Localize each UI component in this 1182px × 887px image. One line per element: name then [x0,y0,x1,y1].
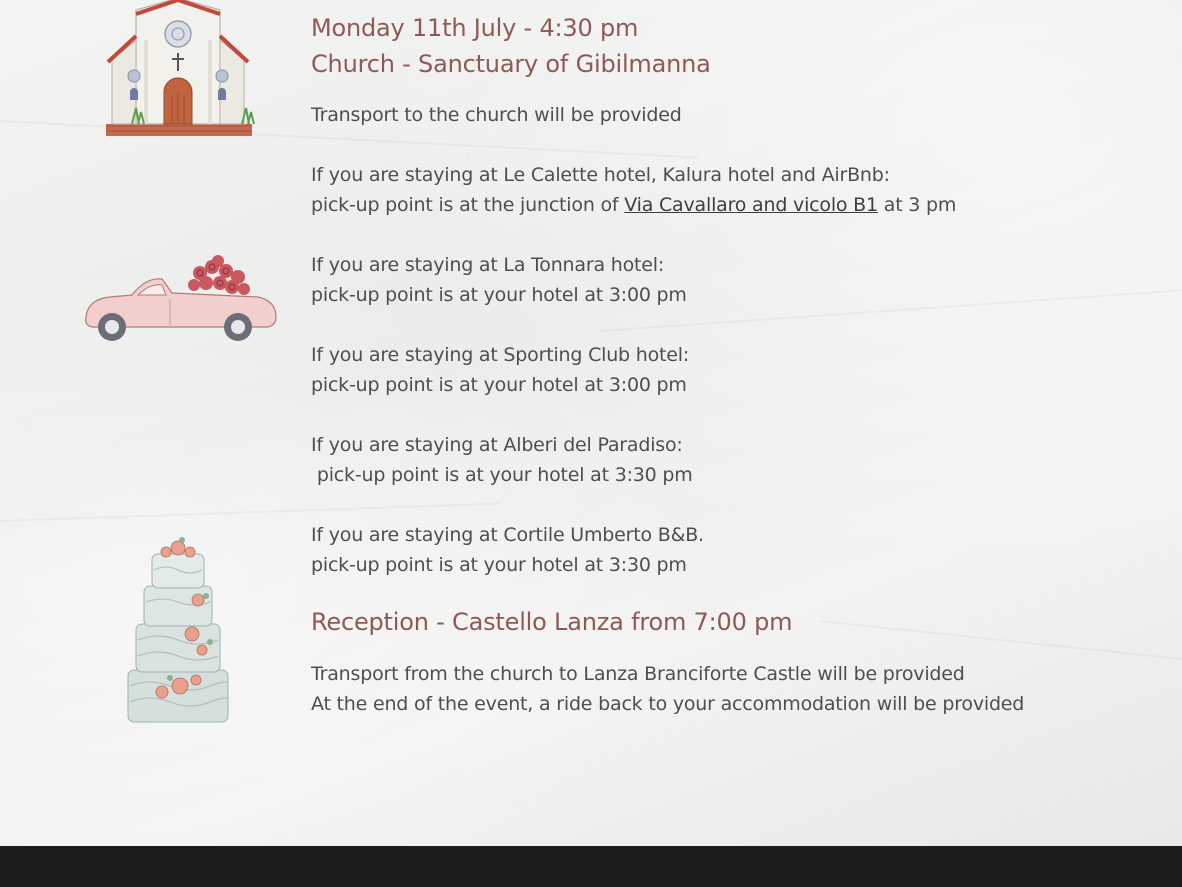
church-transport-note: Transport to the church will be provided [311,104,682,126]
paper-crease [600,281,1182,332]
footer-bar [0,846,1182,887]
church-illustration [92,0,264,140]
event-date-time: Monday 11th July - 4:30 pm [311,14,639,42]
pickup-condition-cortile-umberto: If you are staying at Cortile Umberto B&B. [311,524,704,546]
pickup-location-link[interactable]: Via Cavallaro and vicolo B1 [624,194,878,216]
reception-title: Reception - Castello Lanza from 7:00 pm [311,608,793,636]
reception-line-return: At the end of the event, a ride back to your accommodation will be provided [311,693,1025,715]
pickup-detail-prefix: pick-up point is at the junction of [311,194,625,216]
pickup-condition-sporting-club: If you are staying at Sporting Club hotel: [311,344,690,366]
pickup-condition-le-calette: If you are staying at Le Calette hotel, Kalura hotel and AirBnb: [311,164,890,186]
pickup-detail-sporting-club: pick-up point is at your hotel at 3:00 pm [311,374,687,396]
wedding-cake-illustration [122,530,234,730]
rose-window [165,21,191,47]
pickup-condition-alberi-del-paradiso: If you are staying at Alberi del Paradiso: [311,434,683,456]
pickup-detail-alberi-del-paradiso: pick-up point is at your hotel at 3:30 pm [311,464,693,486]
reception-line-transport: Transport from the church to Lanza Branciforte Castle will be provided [311,663,965,685]
pickup-detail-suffix: at 3 pm [877,194,957,216]
church-title: Church - Sanctuary of Gibilmanna [311,50,711,78]
paper-crease [820,620,1182,664]
car-with-roses-illustration [80,255,280,347]
pickup-condition-la-tonnara: If you are staying at La Tonnara hotel: [311,254,665,276]
pickup-detail-cortile-umberto: pick-up point is at your hotel at 3:30 pm [311,554,687,576]
pickup-detail-la-tonnara: pick-up point is at your hotel at 3:00 pm [311,284,687,306]
pickup-detail-le-calette [311,190,956,220]
